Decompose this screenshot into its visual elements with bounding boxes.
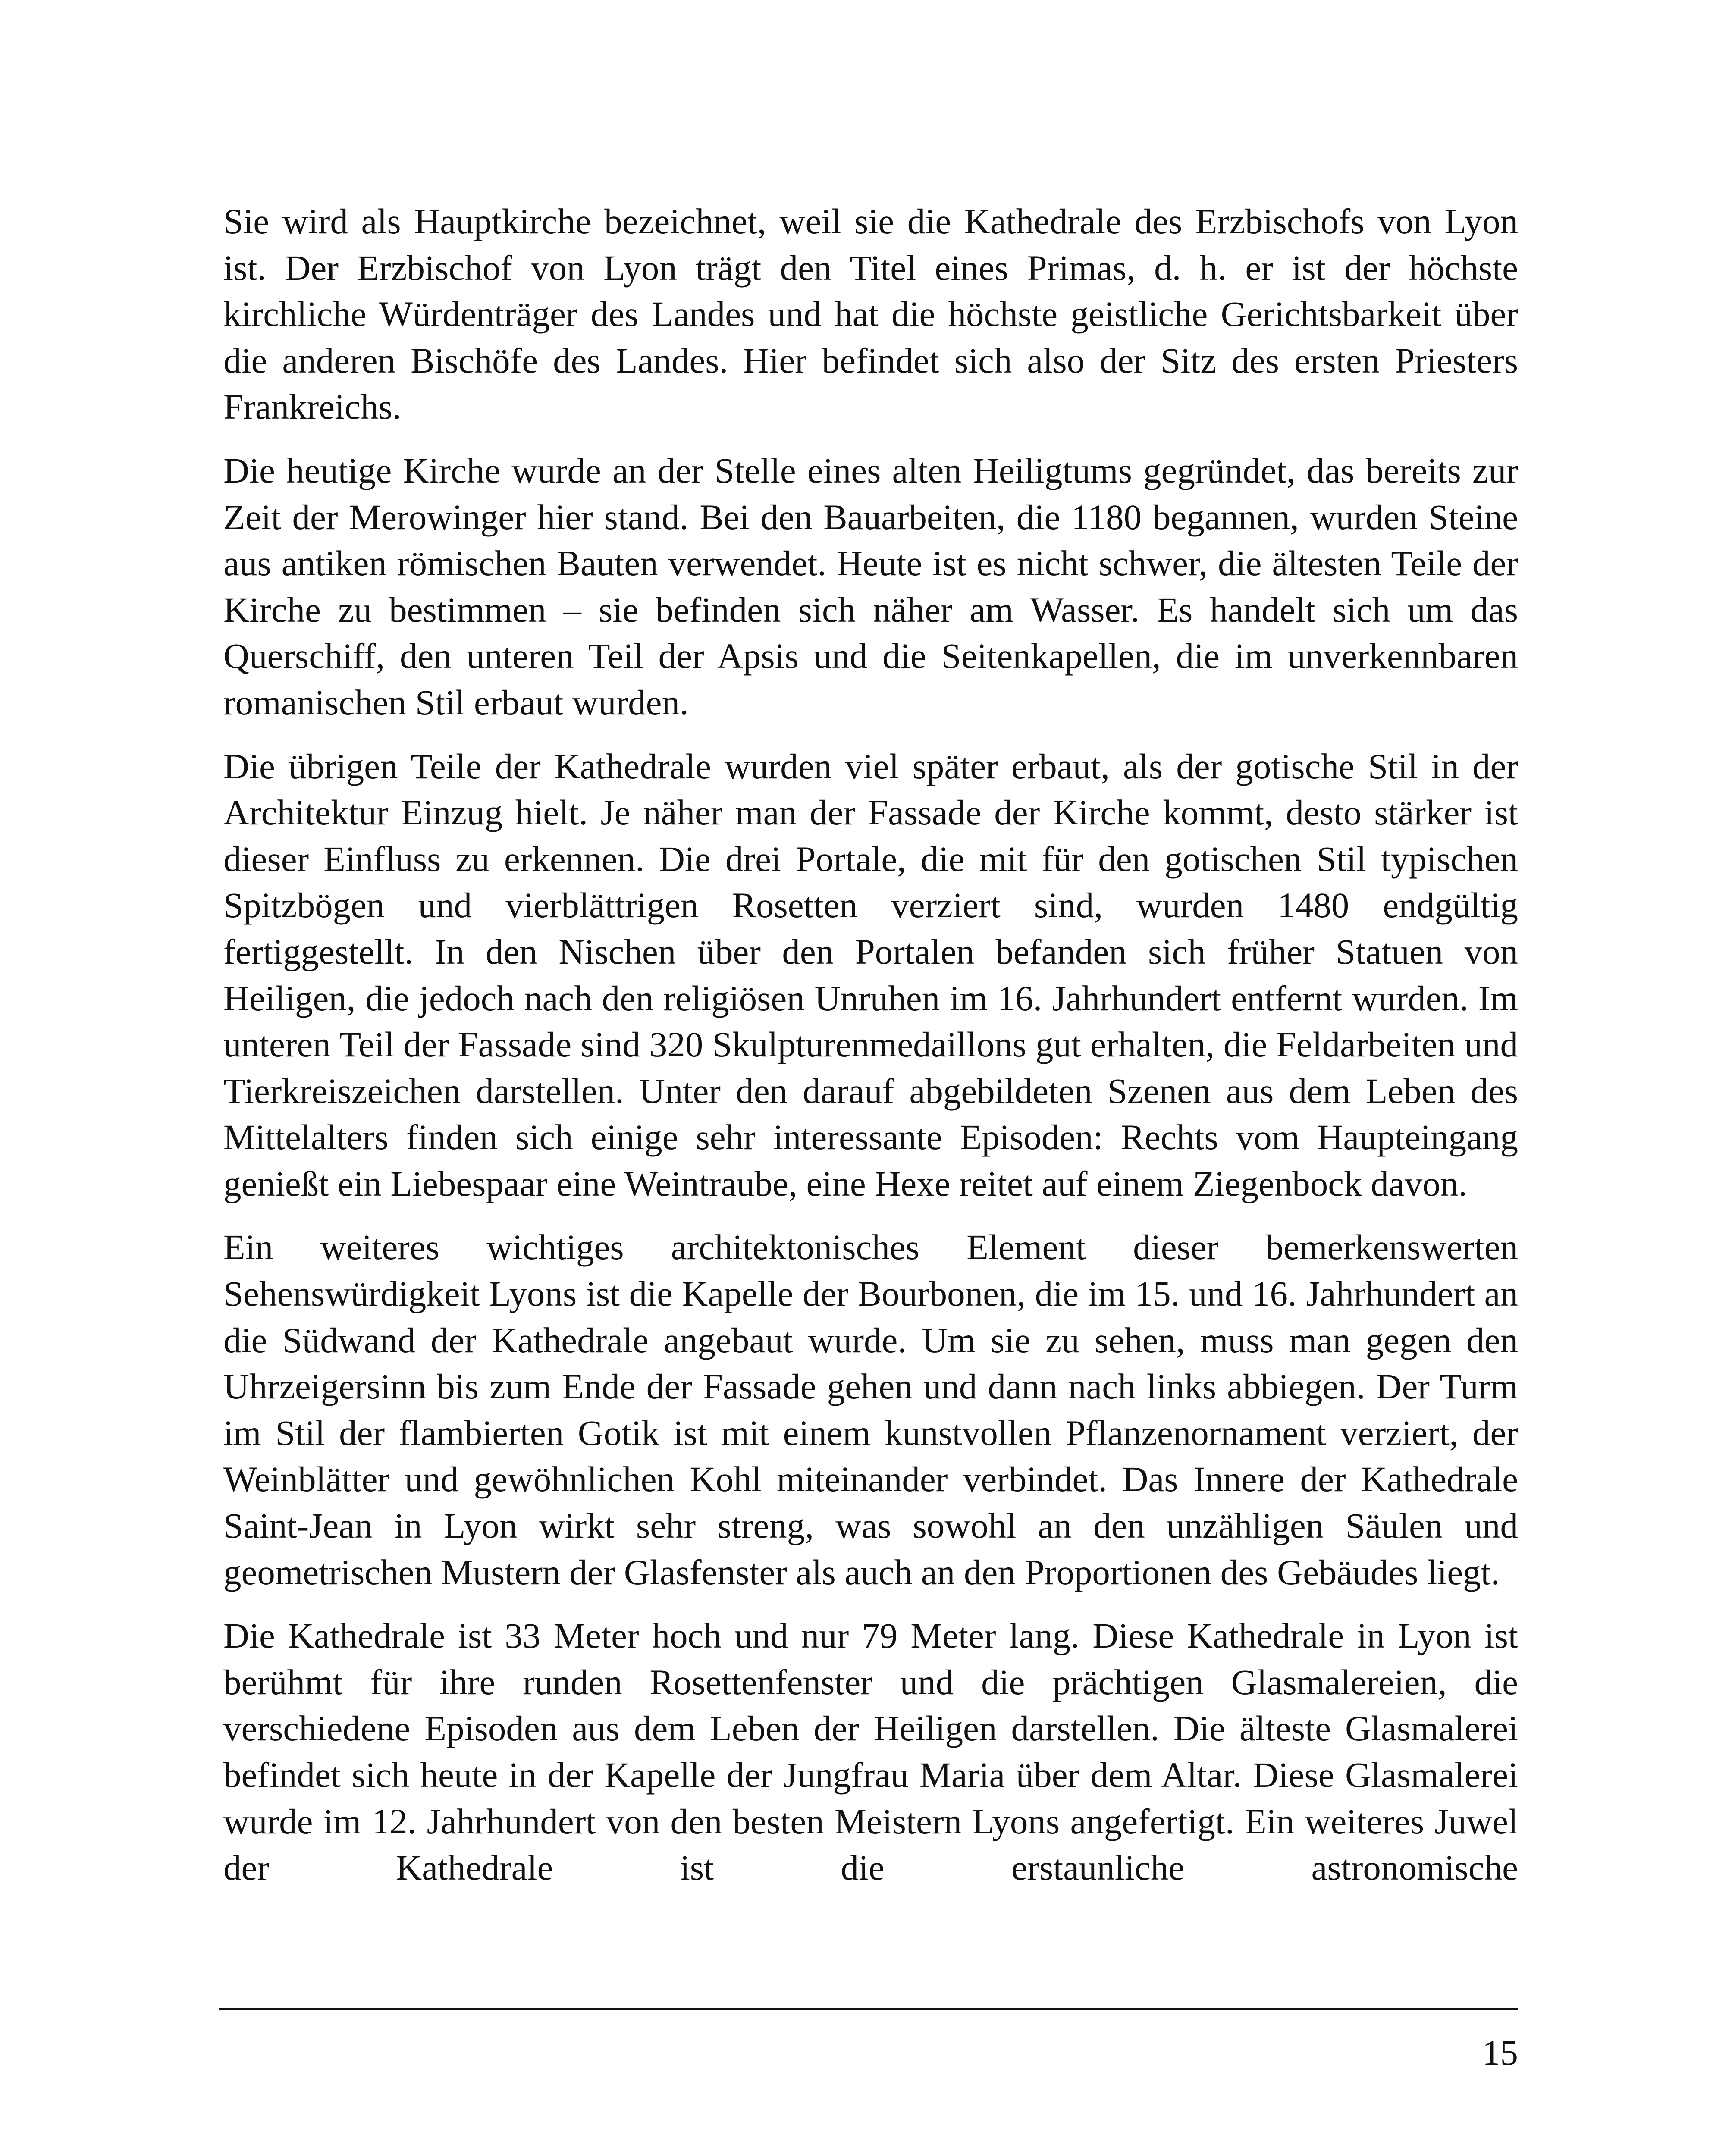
paragraph-3: Die übrigen Teile der Kathedrale wurden viel später erbaut, als der gotische Stil in der Architektur Einzug hielt. Je näher man der Fassade der Kirche kommt, desto stärker ist dieser Einfluss zu erkennen. Die drei Portale, die mit für den gotischen Stil typischen Spitzbögen und vierblättrigen Rosetten verziert sind, wurden 1480 endgültig fertiggestellt. In den Nischen über den Portalen befanden sich früher Statuen von Heiligen, die jedoch nach den religiösen Unruhen im 16. Jahrhundert entfernt wurden. Im unteren Teil der Fassade sind 320 Skulpturenmedaillons gut erhalten, die Feldarbeiten und Tierkreiszeichen darstellen. Unter den darauf abgebildeten Szenen aus dem Leben des Mittelalters finden sich einige sehr interessante Episoden: Rechts vom Haupteingang genießt ein Liebespaar eine Weintraube, eine Hexe reitet auf einem Ziegenbock davon. xyxy=(223,746,1518,1203)
footer-divider xyxy=(219,2008,1518,2010)
paragraph-2: Die heutige Kirche wurde an der Stelle eines alten Heiligtums gegründet, das bereits zur Zeit der Merowinger hier stand. Bei den Bauarbeiten, die 1180 begannen, wurden Steine aus antiken römischen Bauten verwendet. Heute ist es nicht schwer, die ältesten Teile der Kirche zu bestimmen – sie befinden sich näher am Wasser. Es handelt sich um das Querschiff, den unteren Teil der Apsis und die Seitenkapellen, die im unverkennbaren romanischen Stil erbaut wurden. xyxy=(223,450,1518,722)
body-text xyxy=(223,198,1518,1908)
page-number: 15 xyxy=(1482,2033,1518,2072)
paragraph-5: Die Kathedrale ist 33 Meter hoch und nur 79 Meter lang. Diese Kathedrale in Lyon ist berühmt für ihre runden Rosettenfenster und die prächtigen Glasmalereien, die verschiedene Episoden aus dem Leben der Heiligen darstellen. Die älteste Glasmalerei befindet sich heute in der Kapelle der Jungfrau Maria über dem Altar. Diese Glasmalerei wurde im 12. Jahrhundert von den besten Meistern Lyons angefertigt. Ein weiteres Juwel der Kathedrale ist die erstaunliche astronomische xyxy=(223,1616,1518,1888)
paragraph-4: Ein weiteres wichtiges architektonisches Element dieser bemerkenswerten Sehenswürdigkeit Lyons ist die Kapelle der Bourbonen, die im 15. und 16. Jahrhundert an die Südwand der Kathedrale angebaut wurde. Um sie zu sehen, muss man gegen den Uhrzeigersinn bis zum Ende der Fassade gehen und dann nach links abbiegen. Der Turm im Stil der flambierten Gotik ist mit einem kunstvollen Pflanzenornament verziert, der Weinblätter und gewöhnlichen Kohl miteinander verbindet. Das Innere der Kathedrale Saint-Jean in Lyon wirkt sehr streng, was sowohl an den unzähligen Säulen und geometrischen Mustern der Glasfenster als auch an den Proportionen des Gebäudes liegt. xyxy=(223,1227,1518,1592)
paragraph-1: Sie wird als Hauptkirche bezeichnet, weil sie die Kathedrale des Erzbischofs von Lyon ist. Der Erzbischof von Lyon trägt den Titel eines Primas, d. h. er ist der höchste kirchliche Würdenträger des Landes und hat die höchste geistliche Gerichtsbarkeit über die anderen Bischöfe des Landes. Hier befindet sich also der Sitz des ersten Priesters Frankreichs. xyxy=(223,201,1518,427)
